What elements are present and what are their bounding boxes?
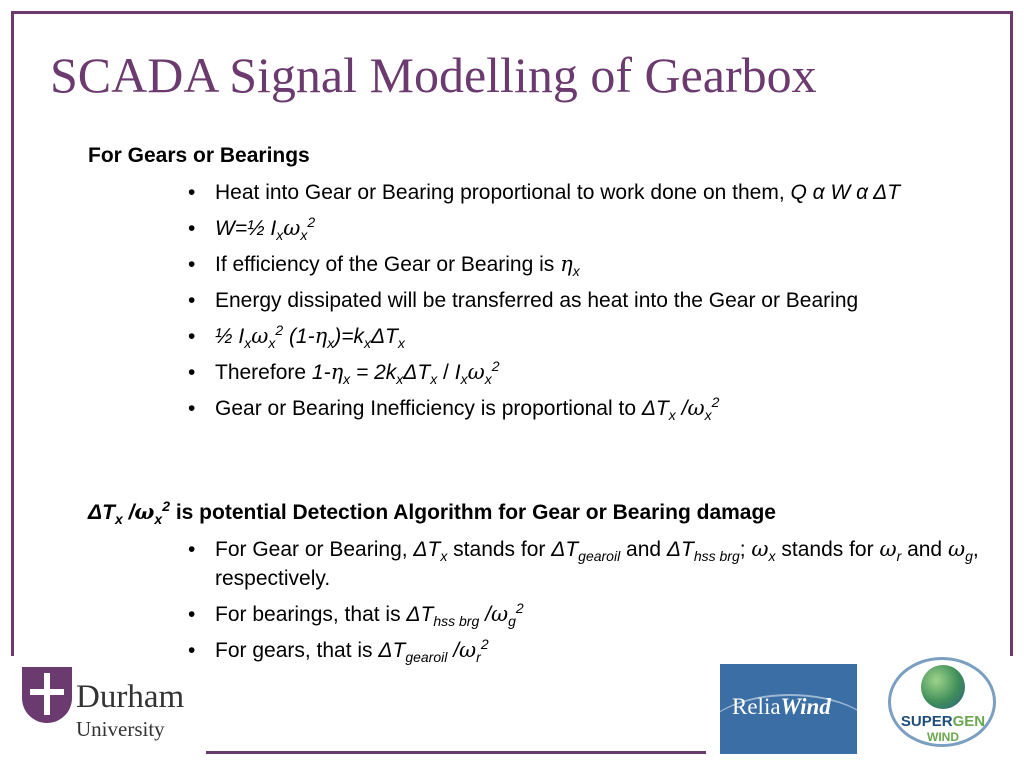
formula-work: W=½ $I_x\omega_x^2$ (215, 214, 316, 244)
bullet-work-formula (188, 214, 988, 243)
supergen-wind-text: WIND (927, 730, 959, 744)
bullet-text: Gear or Bearing Inefficiency is proportional to (215, 397, 642, 420)
formula-omega-x: $\omega_x$ (751, 537, 776, 565)
formula-ratio: $\Delta T_x$ $/\omega_x^2$ (641, 394, 720, 424)
eta-symbol: η (560, 252, 573, 276)
text-part: , respectively. (215, 538, 979, 590)
slide-title: SCADA Signal Modelling of Gearbox (50, 47, 817, 103)
bullet-text: For gears, that is (215, 639, 379, 662)
bullet-therefore: • Therefore $1-\eta_x = 2k_x\Delta T_x / I_x\omega_x^2$ (188, 358, 988, 387)
durham-wordmark: Durham (76, 679, 185, 715)
reliawind-logo (720, 664, 857, 754)
reliawind-text-a: Relia (732, 694, 781, 719)
text-part: ; (739, 538, 752, 561)
bullet-text: For bearings, that is (215, 603, 407, 626)
formula-bearings-ratio: $\Delta T_{hss brg}$ $/\omega_g^2$ (406, 600, 524, 630)
formula-delta-tx: $\Delta T_x$ (413, 538, 448, 565)
formula-work-lhs: W=½ I (215, 217, 277, 240)
bullet-heat-proportional (188, 178, 988, 207)
bullet-text: If efficiency of the Gear or Bearing is (215, 253, 561, 276)
supergen-wind-logo (884, 655, 1004, 755)
bullet-text: Therefore (215, 361, 312, 384)
formula-inefficiency: $1-\eta_x = 2k_x\Delta T_x$ (311, 360, 438, 388)
slide-frame-right (1010, 11, 1013, 656)
section-heading-detection-algorithm (88, 498, 776, 528)
formula-omega-g: $\omega_g$ (947, 537, 973, 565)
bullet-gears (188, 636, 988, 665)
text-part: and (901, 538, 948, 561)
bullet-inefficiency-proportional (188, 394, 988, 423)
formula-q-w-t: Q α W α ΔT (790, 181, 901, 204)
formula-gears-ratio: $\Delta T_{gearoil}$ $/\omega_r^2$ (378, 636, 489, 666)
bullet-efficiency: • If efficiency of the Gear or Bearing is $\eta_x$ (188, 250, 988, 279)
durham-university-logo (18, 665, 208, 745)
formula-delta-t-gearoil: $\Delta T_{gearoil}$ (551, 538, 621, 565)
section-heading-gears-bearings: For Gears or Bearings (88, 144, 310, 167)
text-part: For Gear or Bearing, (215, 538, 414, 561)
formula-energy-balance: ½ $I_x\omega_x^2$ $(1-\eta_x)=k_x\Delta T_x$ (215, 322, 405, 352)
bullet-text: Heat into Gear or Bearing proportional to work done on them, (215, 181, 791, 204)
bullet-energy-dissipated (188, 286, 988, 315)
text-part: stands for (447, 538, 552, 561)
bullet-list-gears-bearings (188, 178, 988, 430)
slide-frame-left (11, 11, 14, 656)
slide-frame-top (11, 11, 1013, 14)
reliawind-text-b: Wind (780, 694, 831, 719)
supergen-wordmark (884, 713, 1002, 730)
reliawind-wordmark (732, 694, 831, 720)
globe-icon (921, 665, 965, 709)
university-wordmark: University (76, 717, 165, 741)
bullet-text: Energy dissipated will be transferred as heat into the Gear or Bearing (215, 289, 859, 312)
supergen-text-b: GEN (952, 713, 986, 730)
bullet-bearings (188, 600, 988, 629)
supergen-text-a: SUPER (900, 713, 953, 730)
formula-omega-r: $\omega_r$ (879, 537, 902, 565)
bullet-list-detection (188, 535, 988, 672)
text-part: and (620, 538, 667, 561)
heading-text: is potential Detection Algorithm for Gear or Bearing damage (170, 501, 776, 524)
slide-frame-bottom (206, 751, 706, 754)
formula-delta-t-hss-brg: $\Delta T_{hss brg}$ (666, 538, 740, 565)
text-part: stands for (775, 538, 880, 561)
bullet-stands-for (188, 535, 988, 593)
formula-ratio-heading: $\Delta T_x$ $/\omega_x^2$ (88, 498, 170, 528)
bullet-energy-balance (188, 322, 988, 351)
durham-crest-icon (22, 667, 72, 723)
